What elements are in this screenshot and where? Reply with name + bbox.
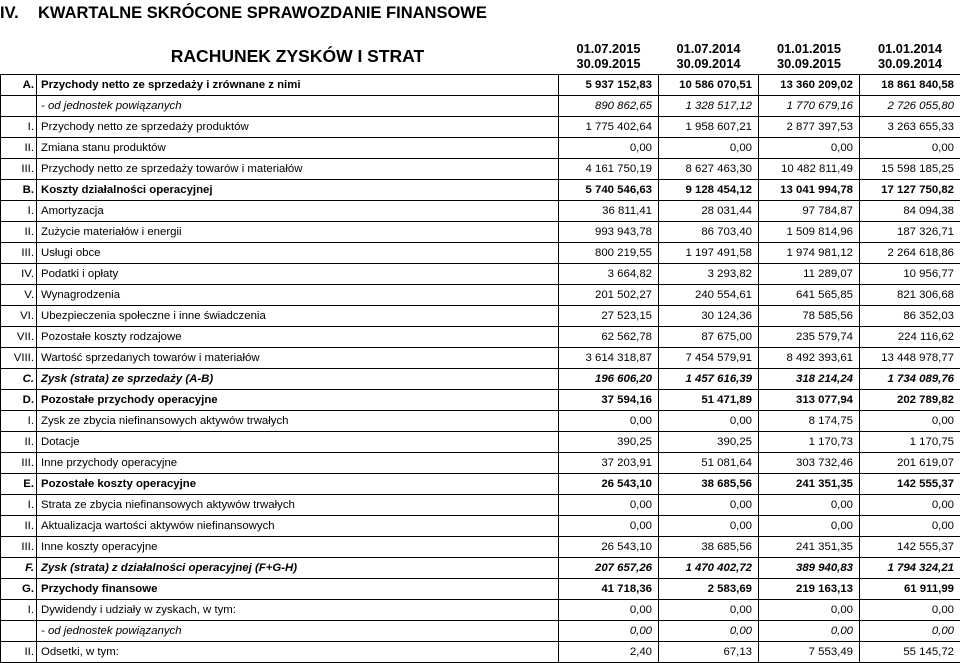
row-code: V.	[1, 285, 37, 306]
row-value: 87 675,00	[659, 327, 759, 348]
row-value: 1 470 402,72	[659, 558, 759, 579]
row-label: Przychody netto ze sprzedaży towarów i materiałów	[37, 159, 559, 180]
period-header	[559, 38, 659, 75]
row-value: 241 351,35	[759, 474, 860, 495]
row-value: 641 565,85	[759, 285, 860, 306]
row-code: II.	[1, 138, 37, 159]
period-to: 30.09.2015	[777, 56, 841, 71]
row-value: 202 789,82	[860, 390, 960, 411]
row-value: 84 094,38	[860, 201, 960, 222]
table-row	[1, 75, 960, 96]
row-value: 27 523,15	[559, 306, 659, 327]
row-value: 390,25	[659, 432, 759, 453]
table-row	[1, 453, 960, 474]
row-value: 97 784,87	[759, 201, 860, 222]
row-value: 0,00	[759, 621, 860, 642]
row-code: I.	[1, 495, 37, 516]
row-value: 1 958 607,21	[659, 117, 759, 138]
row-label: Amortyzacja	[37, 201, 559, 222]
row-value: 3 293,82	[659, 264, 759, 285]
row-value: 86 352,03	[860, 306, 960, 327]
row-value: 240 554,61	[659, 285, 759, 306]
row-value: 10 482 811,49	[759, 159, 860, 180]
period-from: 01.07.2014	[676, 41, 740, 56]
row-value: 2 877 397,53	[759, 117, 860, 138]
row-value: 61 911,99	[860, 579, 960, 600]
row-label: Dywidendy i udziały w zyskach, w tym:	[37, 600, 559, 621]
row-value: 37 594,16	[559, 390, 659, 411]
row-code: I.	[1, 117, 37, 138]
row-code: I.	[1, 411, 37, 432]
row-value: 0,00	[860, 138, 960, 159]
table-row	[1, 243, 960, 264]
period-header	[659, 38, 759, 75]
table-row	[1, 180, 960, 201]
row-value: 0,00	[559, 138, 659, 159]
section-title: KWARTALNE SKRÓCONE SPRAWOZDANIE FINANSOWE	[38, 0, 487, 26]
row-label: Zysk (strata) z działalności operacyjnej (F+G-H)	[37, 558, 559, 579]
row-value: 390,25	[559, 432, 659, 453]
row-label: - od jednostek powiązanych	[37, 96, 559, 117]
row-value: 201 619,07	[860, 453, 960, 474]
table-row	[1, 138, 960, 159]
row-value: 890 862,65	[559, 96, 659, 117]
row-value: 4 161 750,19	[559, 159, 659, 180]
row-value: 0,00	[659, 138, 759, 159]
row-code: I.	[1, 600, 37, 621]
row-value: 18 861 840,58	[860, 75, 960, 96]
row-value: 36 811,41	[559, 201, 659, 222]
table-row	[1, 222, 960, 243]
row-value: 0,00	[860, 621, 960, 642]
row-value: 8 174,75	[759, 411, 860, 432]
table-row	[1, 201, 960, 222]
row-code: C.	[1, 369, 37, 390]
row-value: 30 124,36	[659, 306, 759, 327]
row-value: 2 264 618,86	[860, 243, 960, 264]
row-label: Inne koszty operacyjne	[37, 537, 559, 558]
row-value: 0,00	[659, 621, 759, 642]
row-value: 1 770 679,16	[759, 96, 860, 117]
table-row	[1, 285, 960, 306]
row-value: 51 081,64	[659, 453, 759, 474]
row-value: 3 664,82	[559, 264, 659, 285]
table-row	[1, 117, 960, 138]
row-value: 55 145,72	[860, 642, 960, 663]
row-value: 800 219,55	[559, 243, 659, 264]
table-row	[1, 579, 960, 600]
table-row	[1, 621, 960, 642]
row-label: Zysk (strata) ze sprzedaży (A-B)	[37, 369, 559, 390]
row-value: 5 740 546,63	[559, 180, 659, 201]
row-value: 0,00	[659, 495, 759, 516]
row-code: VIII.	[1, 348, 37, 369]
table-row	[1, 327, 960, 348]
row-label: Zużycie materiałów i energii	[37, 222, 559, 243]
row-label: Przychody netto ze sprzedaży i zrównane z nimi	[37, 75, 559, 96]
section-number: IV.	[0, 0, 19, 26]
table-row	[1, 411, 960, 432]
row-label: Zysk ze zbycia niefinansowych aktywów trwałych	[37, 411, 559, 432]
row-value: 0,00	[659, 600, 759, 621]
row-value: 0,00	[860, 411, 960, 432]
period-header	[860, 38, 960, 75]
row-value: 5 937 152,83	[559, 75, 659, 96]
row-value: 51 471,89	[659, 390, 759, 411]
row-value: 13 041 994,78	[759, 180, 860, 201]
row-value: 1 974 981,12	[759, 243, 860, 264]
row-value: 13 448 978,77	[860, 348, 960, 369]
row-label: Wartość sprzedanych towarów i materiałów	[37, 348, 559, 369]
table-row	[1, 558, 960, 579]
table-row	[1, 537, 960, 558]
row-code: F.	[1, 558, 37, 579]
table-row	[1, 159, 960, 180]
row-label: Usługi obce	[37, 243, 559, 264]
table-header-row	[1, 38, 960, 75]
row-value: 0,00	[559, 411, 659, 432]
row-value: 28 031,44	[659, 201, 759, 222]
row-label: Dotacje	[37, 432, 559, 453]
row-value: 0,00	[860, 600, 960, 621]
row-value: 0,00	[559, 516, 659, 537]
row-value: 313 077,94	[759, 390, 860, 411]
row-code: III.	[1, 159, 37, 180]
table-row	[1, 348, 960, 369]
row-value: 207 657,26	[559, 558, 659, 579]
table-row	[1, 390, 960, 411]
statement-title: RACHUNEK ZYSKÓW I STRAT	[37, 38, 559, 75]
row-value: 219 163,13	[759, 579, 860, 600]
row-value: 67,13	[659, 642, 759, 663]
period-to: 30.09.2014	[676, 56, 740, 71]
table-row	[1, 96, 960, 117]
period-from: 01.07.2015	[576, 41, 640, 56]
row-code: VI.	[1, 306, 37, 327]
income-statement-table	[0, 38, 960, 663]
row-code: G.	[1, 579, 37, 600]
row-value: 389 940,83	[759, 558, 860, 579]
row-label: Aktualizacja wartości aktywów niefinansowych	[37, 516, 559, 537]
row-label: - od jednostek powiązanych	[37, 621, 559, 642]
period-from: 01.01.2014	[878, 41, 942, 56]
row-value: 1 197 491,58	[659, 243, 759, 264]
row-label: Wynagrodzenia	[37, 285, 559, 306]
row-value: 0,00	[659, 516, 759, 537]
table-row	[1, 369, 960, 390]
row-value: 0,00	[559, 621, 659, 642]
row-value: 38 685,56	[659, 474, 759, 495]
row-value: 3 614 318,87	[559, 348, 659, 369]
period-to: 30.09.2014	[878, 56, 942, 71]
table-row	[1, 516, 960, 537]
row-value: 241 351,35	[759, 537, 860, 558]
row-value: 0,00	[759, 138, 860, 159]
table-row	[1, 432, 960, 453]
row-code: II.	[1, 432, 37, 453]
row-value: 1 170,75	[860, 432, 960, 453]
row-value: 2 726 055,80	[860, 96, 960, 117]
row-code: II.	[1, 222, 37, 243]
row-label: Przychody finansowe	[37, 579, 559, 600]
row-code: VII.	[1, 327, 37, 348]
row-value: 993 943,78	[559, 222, 659, 243]
row-value: 11 289,07	[759, 264, 860, 285]
row-code: A.	[1, 75, 37, 96]
row-value: 0,00	[860, 495, 960, 516]
row-value: 86 703,40	[659, 222, 759, 243]
row-code: D.	[1, 390, 37, 411]
row-value: 78 585,56	[759, 306, 860, 327]
table-row	[1, 306, 960, 327]
row-value: 1 170,73	[759, 432, 860, 453]
row-value: 1 509 814,96	[759, 222, 860, 243]
row-code: II.	[1, 642, 37, 663]
row-label: Odsetki, w tym:	[37, 642, 559, 663]
row-value: 0,00	[759, 516, 860, 537]
row-value: 0,00	[559, 495, 659, 516]
row-label: Strata ze zbycia niefinansowych aktywów trwałych	[37, 495, 559, 516]
row-value: 9 128 454,12	[659, 180, 759, 201]
table-row	[1, 474, 960, 495]
row-value: 235 579,74	[759, 327, 860, 348]
row-value: 8 627 463,30	[659, 159, 759, 180]
row-value: 10 586 070,51	[659, 75, 759, 96]
row-label: Zmiana stanu produktów	[37, 138, 559, 159]
row-value: 10 956,77	[860, 264, 960, 285]
row-value: 1 794 324,21	[860, 558, 960, 579]
row-value: 0,00	[659, 411, 759, 432]
row-value: 3 263 655,33	[860, 117, 960, 138]
row-value: 7 553,49	[759, 642, 860, 663]
row-code	[1, 621, 37, 642]
row-value: 15 598 185,25	[860, 159, 960, 180]
row-value: 1 457 616,39	[659, 369, 759, 390]
row-code	[1, 96, 37, 117]
row-code: E.	[1, 474, 37, 495]
row-value: 1 328 517,12	[659, 96, 759, 117]
row-code: B.	[1, 180, 37, 201]
row-value: 2,40	[559, 642, 659, 663]
row-value: 41 718,36	[559, 579, 659, 600]
table-row	[1, 495, 960, 516]
period-header	[759, 38, 860, 75]
row-value: 38 685,56	[659, 537, 759, 558]
row-code: IV.	[1, 264, 37, 285]
row-value: 26 543,10	[559, 537, 659, 558]
row-label: Ubezpieczenia społeczne i inne świadczenia	[37, 306, 559, 327]
row-value: 196 606,20	[559, 369, 659, 390]
row-code: I.	[1, 201, 37, 222]
row-value: 0,00	[559, 600, 659, 621]
row-value: 8 492 393,61	[759, 348, 860, 369]
row-code: III.	[1, 243, 37, 264]
row-value: 37 203,91	[559, 453, 659, 474]
row-value: 318 214,24	[759, 369, 860, 390]
row-label: Podatki i opłaty	[37, 264, 559, 285]
table-row	[1, 600, 960, 621]
row-value: 26 543,10	[559, 474, 659, 495]
row-value: 1 775 402,64	[559, 117, 659, 138]
row-label: Inne przychody operacyjne	[37, 453, 559, 474]
row-value: 2 583,69	[659, 579, 759, 600]
row-label: Przychody netto ze sprzedaży produktów	[37, 117, 559, 138]
row-value: 224 116,62	[860, 327, 960, 348]
row-value: 0,00	[860, 516, 960, 537]
row-value: 17 127 750,82	[860, 180, 960, 201]
row-label: Pozostałe przychody operacyjne	[37, 390, 559, 411]
row-label: Pozostałe koszty rodzajowe	[37, 327, 559, 348]
row-label: Koszty działalności operacyjnej	[37, 180, 559, 201]
row-value: 1 734 089,76	[860, 369, 960, 390]
row-value: 62 562,78	[559, 327, 659, 348]
row-value: 142 555,37	[860, 537, 960, 558]
table-row	[1, 264, 960, 285]
row-code: III.	[1, 537, 37, 558]
row-value: 303 732,46	[759, 453, 860, 474]
row-code: II.	[1, 516, 37, 537]
row-code: III.	[1, 453, 37, 474]
period-from: 01.01.2015	[777, 41, 841, 56]
row-value: 187 326,71	[860, 222, 960, 243]
period-to: 30.09.2015	[576, 56, 640, 71]
row-value: 0,00	[759, 495, 860, 516]
row-value: 7 454 579,91	[659, 348, 759, 369]
row-value: 13 360 209,02	[759, 75, 860, 96]
table-row	[1, 642, 960, 663]
row-value: 821 306,68	[860, 285, 960, 306]
row-value: 201 502,27	[559, 285, 659, 306]
row-label: Pozostałe koszty operacyjne	[37, 474, 559, 495]
row-value: 142 555,37	[860, 474, 960, 495]
row-value: 0,00	[759, 600, 860, 621]
